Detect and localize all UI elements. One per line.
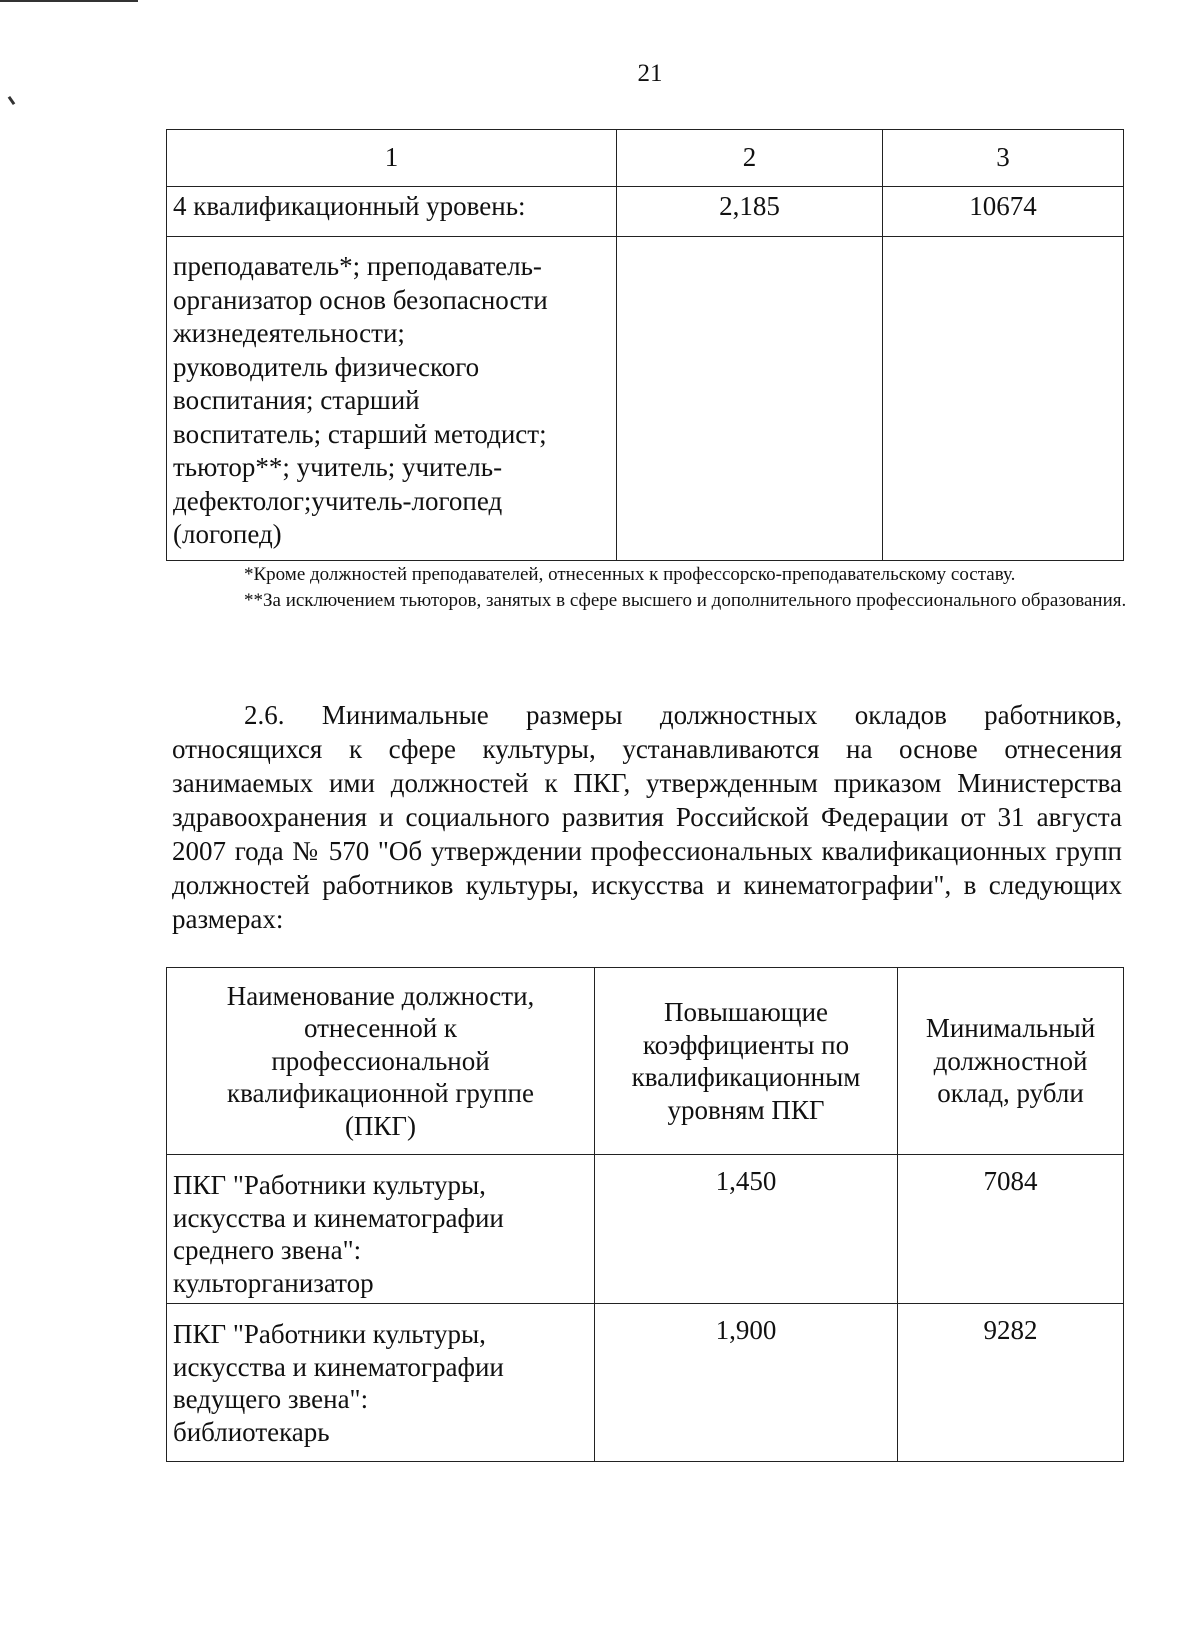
header-line: Повышающие: [663, 997, 829, 1027]
culture-salary-table: [166, 967, 1124, 1462]
header-min-salary: [898, 968, 1124, 1155]
empty-cell: [883, 237, 1124, 561]
name-line: библиотекарь: [173, 1416, 330, 1447]
header-line: профессиональной: [271, 1045, 490, 1076]
name-line: искусства и кинематографии: [173, 1351, 504, 1382]
header-line: Минимальный: [925, 1013, 1096, 1044]
header-line: должностной: [933, 1045, 1088, 1076]
positions-line: воспитатель; старший методист;: [173, 418, 547, 449]
empty-cell: [617, 237, 883, 561]
column-number-row: [167, 130, 1124, 187]
position-name: [167, 1304, 595, 1462]
name-line: среднего звена":: [173, 1235, 362, 1265]
salary-value: 9282: [898, 1304, 1124, 1462]
header-line: квалификационным: [631, 1062, 861, 1092]
scan-edge-mark: [0, 0, 138, 2]
level-salary: 10674: [883, 187, 1124, 237]
footnotes: [172, 562, 1127, 614]
section-2-6-paragraph: 2.6. Минимальные размеры должностных окладов работников, относящихся к сфере культуры, устанавливаются на основе отнесения занимаемых ими должностей к ПКГ, утвержденным приказом Министерства здравоохранения и социального развития Российской Федерации от 31 августа 2007 года № 570 "Об утверждении профессиональных квалификационных групп должностей работников культуры, искусства и кинематографии", в следующих размерах:: [172, 700, 1122, 934]
page-number: 21: [637, 60, 663, 87]
positions-line: руководитель физического: [173, 351, 480, 382]
level-coefficient: 2,185: [617, 187, 883, 237]
name-line: ведущего звена":: [173, 1384, 369, 1414]
qualification-level-row: [167, 187, 1124, 237]
positions-line: тьютор**; учитель; учитель-: [173, 452, 503, 482]
positions-line: организатор основ безопасности: [173, 284, 548, 315]
table-row: [167, 1155, 1124, 1304]
header-coefficients: [595, 968, 898, 1155]
column-number-1: 1: [167, 130, 617, 187]
header-line: уровням ПКГ: [667, 1094, 825, 1125]
header-line: отнесенной к: [303, 1013, 458, 1044]
header-position-name: [167, 968, 595, 1155]
table-row: [167, 1304, 1124, 1462]
positions-list: [167, 237, 617, 561]
header-line: (ПКГ): [344, 1110, 417, 1141]
positions-line: жизнедеятельности;: [173, 318, 405, 348]
positions-line: преподаватель*; преподаватель-: [173, 251, 542, 281]
positions-line: воспитания; старший: [173, 385, 420, 415]
qualification-level-table: [166, 129, 1124, 561]
positions-line: (логопед): [173, 519, 282, 549]
coefficient-value: 1,450: [595, 1155, 898, 1304]
positions-row: [167, 237, 1124, 561]
coefficient-value: 1,900: [595, 1304, 898, 1462]
salary-value: 7084: [898, 1155, 1124, 1304]
header-line: коэффициенты по: [642, 1029, 850, 1060]
name-line: культорганизатор: [173, 1267, 374, 1298]
name-line: искусства и кинематографии: [173, 1202, 504, 1233]
positions-line: дефектолог;учитель-логопед: [173, 485, 503, 516]
header-line: квалификационной группе: [227, 1078, 534, 1109]
scan-speck: [8, 96, 16, 105]
level-label: 4 квалификационный уровень:: [167, 187, 617, 237]
name-line: ПКГ "Работники культуры,: [173, 1170, 486, 1200]
column-number-3: 3: [883, 130, 1124, 187]
name-line: ПКГ "Работники культуры,: [173, 1319, 486, 1349]
table-header-row: [167, 968, 1124, 1155]
header-line: оклад, рубли: [937, 1078, 1084, 1109]
footnote-2: **За исключением тьюторов, занятых в сфере высшего и дополнительного профессионального образования.: [244, 590, 1127, 611]
header-line: Наименование должности,: [226, 980, 535, 1011]
position-name: [167, 1155, 595, 1304]
column-number-2: 2: [617, 130, 883, 187]
footnote-1: *Кроме должностей преподавателей, отнесенных к профессорско-преподавательскому составу.: [244, 564, 1016, 585]
